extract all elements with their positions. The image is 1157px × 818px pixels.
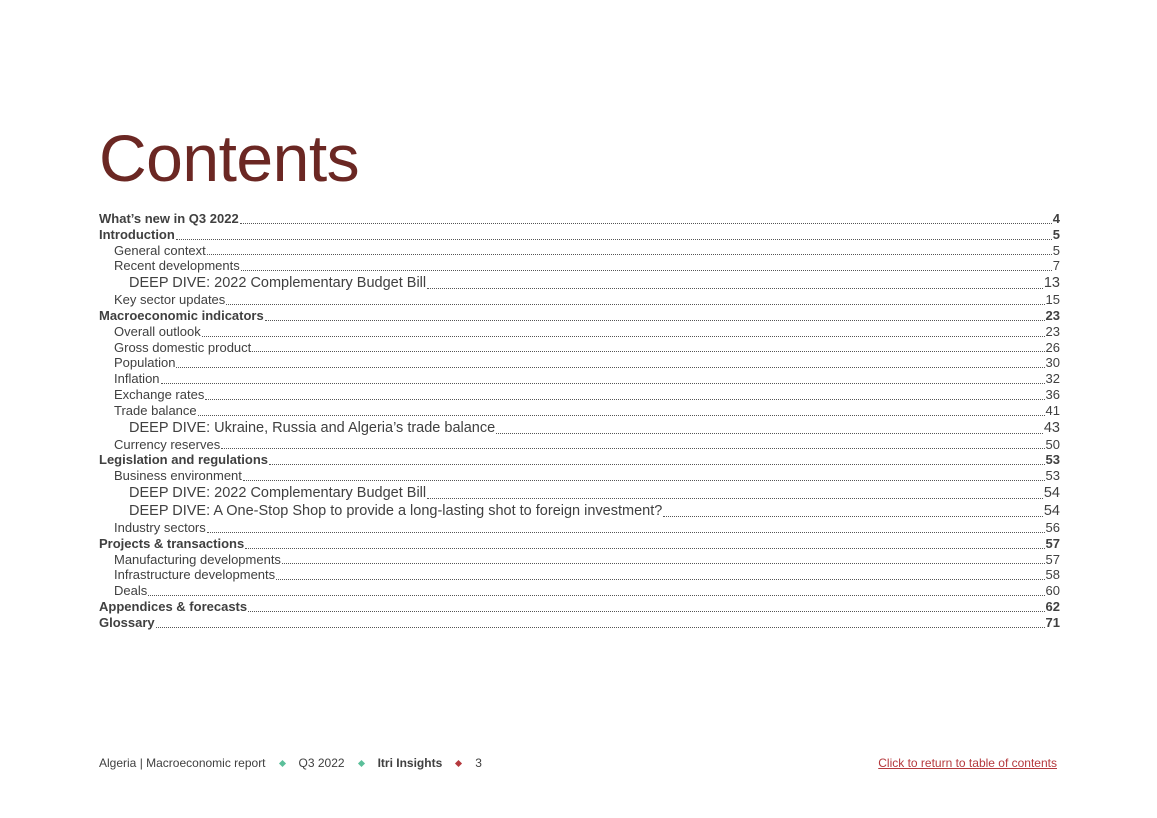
toc-entry[interactable] (99, 615, 1060, 631)
toc-entry-label: Legislation and regulations (99, 452, 269, 468)
toc-entry-page-number: 13 (1043, 275, 1060, 292)
toc-entry[interactable] (99, 502, 1060, 520)
toc-entry-page-number: 7 (1052, 258, 1060, 274)
toc-entry[interactable] (99, 552, 1060, 568)
toc-entry-label: DEEP DIVE: A One-Stop Shop to provide a long-lasting shot to foreign investment? (129, 502, 663, 519)
toc-dot-leader (207, 254, 1052, 255)
toc-entry-page-number: 23 (1045, 323, 1060, 339)
diamond-icon (358, 759, 365, 766)
toc-dot-leader (156, 627, 1045, 628)
toc-entry-label: Currency reserves (114, 436, 221, 452)
page-title: Contents (99, 121, 360, 195)
toc-entry-page-number: 5 (1052, 226, 1060, 242)
toc-dot-leader (240, 223, 1052, 224)
toc-dot-leader (276, 579, 1044, 580)
toc-entry[interactable] (99, 387, 1060, 403)
toc-dot-leader (176, 367, 1044, 368)
toc-entry[interactable] (99, 355, 1060, 371)
toc-entry-label: Deals (114, 583, 148, 599)
footer-report-name: Algeria | Macroeconomic report (99, 756, 266, 770)
toc-entry-page-number: 53 (1045, 452, 1060, 468)
toc-entry-page-number: 43 (1043, 419, 1060, 436)
toc-entry-label: Industry sectors (114, 519, 206, 535)
toc-entry-label: Trade balance (114, 402, 197, 418)
toc-dot-leader (241, 270, 1052, 271)
toc-entry-page-number: 54 (1043, 502, 1060, 519)
toc-entry-page-number: 50 (1045, 436, 1060, 452)
table-of-contents (99, 211, 1060, 631)
toc-entry[interactable] (99, 520, 1060, 536)
toc-entry[interactable] (99, 419, 1060, 437)
toc-dot-leader (207, 532, 1045, 533)
toc-entry[interactable] (99, 371, 1060, 387)
toc-entry-label: Overall outlook (114, 323, 201, 339)
footer-period: Q3 2022 (298, 756, 345, 770)
toc-dot-leader (161, 383, 1045, 384)
toc-entry-page-number: 54 (1043, 484, 1060, 501)
toc-entry-label: Projects & transactions (99, 535, 245, 551)
toc-entry[interactable] (99, 567, 1060, 583)
toc-entry-label: Recent developments (114, 258, 240, 274)
diamond-icon (455, 759, 462, 766)
toc-entry[interactable] (99, 452, 1060, 468)
toc-entry-label: What’s new in Q3 2022 (99, 211, 239, 226)
toc-entry-page-number: 71 (1045, 614, 1060, 630)
toc-entry-label: Business environment (114, 468, 242, 484)
toc-entry-page-number: 56 (1045, 519, 1060, 535)
toc-dot-leader (148, 595, 1044, 596)
toc-dot-leader (496, 433, 1043, 434)
toc-entry-label: DEEP DIVE: 2022 Complementary Budget Bill (129, 275, 427, 292)
toc-entry[interactable] (99, 274, 1060, 292)
toc-entry-page-number: 58 (1045, 567, 1060, 583)
toc-entry-label: Inflation (114, 371, 160, 387)
toc-entry[interactable] (99, 583, 1060, 599)
toc-entry-page-number: 32 (1045, 371, 1060, 387)
toc-entry-page-number: 5 (1052, 242, 1060, 258)
toc-entry[interactable] (99, 403, 1060, 419)
toc-entry-page-number: 30 (1045, 355, 1060, 371)
toc-entry-page-number: 36 (1045, 386, 1060, 402)
toc-dot-leader (202, 336, 1045, 337)
toc-dot-leader (265, 320, 1045, 321)
return-to-toc-link[interactable]: Click to return to table of contents (878, 756, 1057, 770)
toc-entry-label: Macroeconomic indicators (99, 307, 264, 323)
toc-entry-page-number: 15 (1045, 292, 1060, 308)
toc-entry-label: Appendices & forecasts (99, 598, 248, 614)
toc-entry-page-number: 26 (1045, 339, 1060, 355)
toc-entry[interactable] (99, 227, 1060, 243)
toc-entry[interactable] (99, 437, 1060, 453)
toc-entry[interactable] (99, 258, 1060, 274)
toc-dot-leader (205, 399, 1044, 400)
toc-entry[interactable] (99, 324, 1060, 340)
toc-entry-label: DEEP DIVE: 2022 Complementary Budget Bill (129, 484, 427, 501)
toc-entry-label: DEEP DIVE: Ukraine, Russia and Algeria’s trade balance (129, 419, 496, 436)
toc-entry-page-number: 60 (1045, 583, 1060, 599)
toc-entry-label: Glossary (99, 614, 155, 630)
toc-entry-page-number: 4 (1052, 211, 1060, 226)
toc-dot-leader (243, 480, 1045, 481)
toc-entry-page-number: 53 (1045, 468, 1060, 484)
toc-dot-leader (252, 351, 1044, 352)
toc-entry[interactable] (99, 340, 1060, 356)
toc-entry[interactable] (99, 599, 1060, 615)
toc-dot-leader (282, 563, 1045, 564)
toc-dot-leader (176, 239, 1052, 240)
toc-entry-label: Gross domestic product (114, 339, 252, 355)
toc-entry[interactable] (99, 308, 1060, 324)
toc-entry[interactable] (99, 484, 1060, 502)
toc-entry[interactable] (99, 292, 1060, 308)
toc-entry[interactable] (99, 536, 1060, 552)
toc-entry-label: Key sector updates (114, 292, 226, 308)
toc-dot-leader (248, 611, 1044, 612)
toc-entry[interactable] (99, 243, 1060, 259)
toc-entry-label: General context (114, 242, 206, 258)
toc-dot-leader (226, 304, 1044, 305)
toc-dot-leader (198, 415, 1045, 416)
toc-entry[interactable] (99, 468, 1060, 484)
toc-entry-page-number: 57 (1045, 535, 1060, 551)
toc-entry-label: Exchange rates (114, 386, 205, 402)
toc-entry-page-number: 57 (1045, 551, 1060, 567)
toc-entry-label: Manufacturing developments (114, 551, 281, 567)
toc-entry-page-number: 41 (1045, 402, 1060, 418)
footer-page-number: 3 (475, 756, 482, 770)
footer (99, 756, 482, 770)
footer-brand: Itri Insights (377, 756, 443, 770)
toc-dot-leader (427, 498, 1043, 499)
toc-dot-leader (269, 464, 1045, 465)
toc-dot-leader (663, 516, 1043, 517)
toc-dot-leader (245, 548, 1044, 549)
toc-entry[interactable] (99, 211, 1060, 227)
toc-entry-label: Population (114, 355, 176, 371)
toc-entry-page-number: 62 (1045, 598, 1060, 614)
toc-entry-label: Introduction (99, 226, 175, 242)
toc-entry-page-number: 23 (1045, 307, 1060, 323)
toc-dot-leader (427, 288, 1043, 289)
toc-dot-leader (221, 448, 1044, 449)
toc-entry-label: Infrastructure developments (114, 567, 276, 583)
diamond-icon (278, 759, 285, 766)
